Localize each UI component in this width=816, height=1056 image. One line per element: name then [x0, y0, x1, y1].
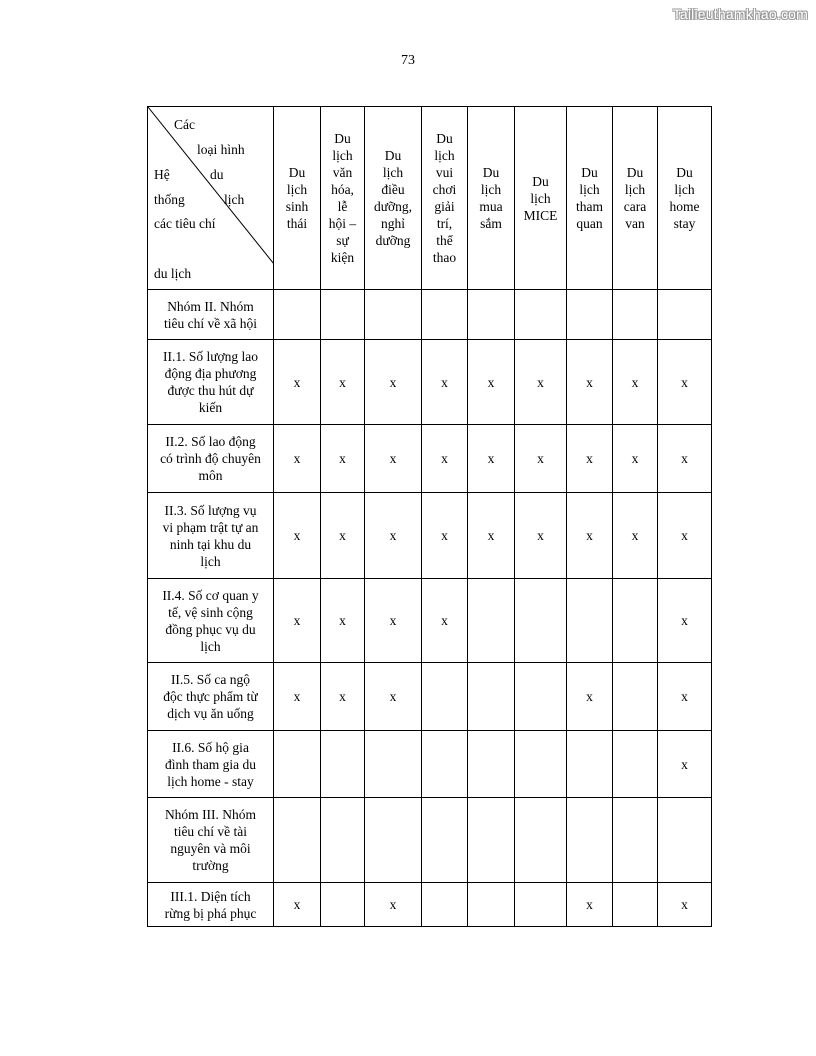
label-line: lịch — [200, 553, 221, 569]
label-line: II.2. Số lao động — [165, 434, 256, 449]
label-line: được thu hút dự — [167, 383, 254, 398]
label-line: II.5. Số ca ngộ — [170, 672, 251, 687]
applicability-mark — [515, 798, 567, 883]
column-header-line: mua — [479, 199, 503, 214]
column-header — [274, 107, 321, 290]
column-header-line: thể — [436, 233, 453, 248]
applicability-mark: x — [658, 425, 712, 493]
column-header-line: sắm — [480, 216, 502, 231]
label-line: môn — [198, 468, 223, 483]
corner-label-top: lịch — [224, 192, 245, 207]
column-header-line: sự — [336, 233, 349, 248]
applicability-mark — [274, 731, 321, 798]
corner-label-bottom: Hệ — [154, 167, 170, 182]
criterion-label — [148, 663, 274, 731]
column-header-line: dưỡng, — [373, 199, 413, 214]
label-line: lịch home - stay — [167, 773, 254, 789]
column-header-line: Du — [288, 165, 306, 180]
applicability-mark: x — [613, 340, 658, 425]
label-line: II.1. Số lượng lao — [162, 349, 259, 364]
column-header — [468, 107, 515, 290]
column-header-line: trí, — [436, 216, 453, 231]
applicability-mark — [658, 798, 712, 883]
column-header-line: hóa, — [331, 182, 354, 197]
column-header-line: lịch — [624, 182, 646, 197]
applicability-mark — [515, 290, 567, 340]
column-header-line: lịch — [674, 182, 695, 197]
column-header-line: Du — [676, 165, 693, 180]
column-header-line: Du — [581, 165, 598, 180]
applicability-mark — [468, 731, 515, 798]
applicability-mark — [567, 731, 613, 798]
column-header-line: giải — [434, 199, 455, 214]
applicability-mark: x — [274, 663, 321, 731]
column-header-line: Du — [436, 131, 453, 146]
criterion-row — [148, 883, 712, 927]
column-header — [365, 107, 422, 290]
applicability-mark: x — [658, 493, 712, 579]
label-line: dịch vụ ăn uống — [167, 706, 254, 721]
applicability-mark — [365, 290, 422, 340]
column-header-line: sinh — [285, 199, 309, 214]
applicability-mark: x — [274, 579, 321, 663]
applicability-mark: x — [567, 340, 613, 425]
applicability-mark: x — [274, 493, 321, 579]
column-header-line: kiện — [330, 250, 355, 265]
criterion-row — [148, 731, 712, 798]
applicability-mark — [515, 663, 567, 731]
applicability-mark — [468, 579, 515, 663]
applicability-mark — [321, 731, 365, 798]
applicability-mark — [321, 883, 365, 927]
applicability-mark — [613, 290, 658, 340]
applicability-mark — [422, 798, 468, 883]
applicability-mark — [613, 731, 658, 798]
label-line: lịch — [200, 638, 221, 654]
column-header-line: điều — [381, 182, 405, 197]
criterion-label — [148, 340, 274, 425]
group-row — [148, 290, 712, 340]
applicability-mark: x — [274, 883, 321, 927]
label-line: độc thực phẩm từ — [163, 689, 258, 704]
column-header-line: Du — [482, 165, 500, 180]
column-header-line: văn — [332, 165, 353, 180]
column-header-line: nghỉ — [380, 216, 405, 231]
column-header-line: van — [625, 216, 645, 231]
applicability-mark — [515, 883, 567, 927]
column-header — [422, 107, 468, 290]
applicability-mark — [515, 579, 567, 663]
criterion-label — [148, 425, 274, 493]
applicability-mark: x — [658, 883, 712, 927]
applicability-mark — [321, 290, 365, 340]
applicability-mark — [468, 663, 515, 731]
applicability-mark — [274, 290, 321, 340]
applicability-mark — [658, 290, 712, 340]
applicability-mark — [422, 731, 468, 798]
applicability-mark: x — [321, 340, 365, 425]
criterion-row — [148, 425, 712, 493]
corner-label-top: loại hình — [197, 142, 245, 157]
applicability-mark: x — [658, 731, 712, 798]
applicability-mark: x — [365, 493, 422, 579]
applicability-mark — [321, 798, 365, 883]
label-line: rừng bị phá phục — [164, 905, 257, 921]
applicability-mark: x — [515, 340, 567, 425]
watermark: Tailieuthamkhao.com — [672, 6, 808, 22]
column-header-line: lịch — [480, 182, 502, 197]
column-header-line: lịch — [434, 148, 455, 163]
criteria-table — [147, 106, 712, 927]
criterion-row — [148, 663, 712, 731]
column-header-line: hội – — [328, 216, 357, 231]
applicability-mark: x — [274, 340, 321, 425]
applicability-mark: x — [613, 425, 658, 493]
applicability-mark — [515, 731, 567, 798]
applicability-mark — [422, 663, 468, 731]
applicability-mark — [567, 579, 613, 663]
column-header-line: lễ — [337, 199, 348, 214]
corner-label-top: du — [210, 167, 224, 182]
applicability-mark — [365, 798, 422, 883]
applicability-mark — [422, 290, 468, 340]
applicability-mark: x — [658, 663, 712, 731]
column-header-line: stay — [673, 216, 696, 231]
column-header-line: home — [669, 199, 700, 214]
column-header-line: lịch — [530, 190, 551, 206]
label-line: II.3. Số lượng vụ — [164, 502, 257, 518]
applicability-mark — [613, 883, 658, 927]
label-line: Nhóm II. Nhóm — [167, 298, 254, 314]
table-body — [148, 290, 712, 927]
column-header-line: lịch — [579, 182, 600, 197]
column-header-line: MICE — [523, 207, 558, 223]
applicability-mark — [613, 579, 658, 663]
label-line: III.1. Diện tích — [170, 888, 251, 904]
applicability-mark: x — [321, 579, 365, 663]
applicability-mark: x — [515, 493, 567, 579]
applicability-mark — [567, 798, 613, 883]
applicability-mark: x — [365, 883, 422, 927]
applicability-mark — [468, 290, 515, 340]
applicability-mark: x — [422, 340, 468, 425]
diagonal-header-cell — [148, 107, 274, 290]
label-line: nguyên và môi — [170, 841, 251, 856]
applicability-mark — [613, 798, 658, 883]
criterion-row — [148, 340, 712, 425]
column-header-line: tham — [576, 199, 603, 214]
criterion-row — [148, 493, 712, 579]
applicability-mark: x — [365, 663, 422, 731]
applicability-mark: x — [468, 340, 515, 425]
criterion-label — [148, 731, 274, 798]
applicability-mark: x — [515, 425, 567, 493]
column-header-line: quan — [576, 216, 603, 231]
applicability-mark: x — [365, 579, 422, 663]
applicability-mark — [613, 663, 658, 731]
column-header-line: thái — [286, 216, 308, 231]
applicability-mark — [468, 798, 515, 883]
applicability-mark: x — [321, 493, 365, 579]
column-header — [658, 107, 712, 290]
applicability-mark: x — [658, 579, 712, 663]
applicability-mark: x — [658, 340, 712, 425]
column-header-line: vui — [435, 165, 454, 180]
label-line: II.4. Số cơ quan y — [162, 587, 259, 603]
column-header — [613, 107, 658, 290]
group-title — [148, 290, 274, 340]
label-line: trường — [192, 858, 229, 873]
corner-label-bottom: các tiêu chí — [154, 216, 216, 231]
applicability-mark: x — [613, 493, 658, 579]
applicability-mark: x — [365, 425, 422, 493]
label-line: đồng phục vụ du — [165, 621, 256, 637]
corner-label-bottom: du lịch — [154, 266, 192, 281]
applicability-mark: x — [567, 493, 613, 579]
column-header-line: chơi — [432, 182, 457, 197]
column-header-line: cara — [623, 199, 647, 214]
applicability-mark: x — [567, 663, 613, 731]
page-number: 73 — [401, 53, 415, 68]
applicability-mark: x — [468, 425, 515, 493]
label-line: kiến — [198, 400, 223, 415]
label-line: có trình độ chuyên — [160, 451, 261, 466]
applicability-mark: x — [422, 425, 468, 493]
applicability-mark: x — [321, 425, 365, 493]
column-header-line: Du — [334, 131, 351, 146]
label-line: tiêu chí về xã hội — [164, 315, 257, 331]
applicability-mark — [365, 731, 422, 798]
label-line: tiêu chí về tài — [173, 824, 248, 839]
applicability-mark: x — [567, 883, 613, 927]
column-header-line: lịch — [332, 148, 353, 163]
applicability-mark: x — [468, 493, 515, 579]
applicability-mark: x — [422, 493, 468, 579]
applicability-mark — [274, 798, 321, 883]
applicability-mark: x — [567, 425, 613, 493]
column-header-line: Du — [532, 173, 549, 189]
header-row — [148, 107, 712, 290]
criterion-label — [148, 579, 274, 663]
label-line: Nhóm III. Nhóm — [164, 807, 257, 822]
column-header — [321, 107, 365, 290]
group-title — [148, 798, 274, 883]
applicability-mark: x — [422, 579, 468, 663]
column-header-line: Du — [626, 165, 644, 180]
label-line: đình tham gia du — [164, 756, 257, 772]
applicability-mark — [422, 883, 468, 927]
criterion-row — [148, 579, 712, 663]
label-line: tế, vệ sinh cộng — [168, 604, 253, 620]
label-line: vi phạm trật tự an — [162, 519, 259, 535]
applicability-mark: x — [365, 340, 422, 425]
column-header-line: Du — [384, 148, 402, 163]
criterion-label — [148, 493, 274, 579]
applicability-mark: x — [321, 663, 365, 731]
column-header-line: dưỡng — [375, 233, 411, 248]
column-header-line: lịch — [286, 182, 308, 197]
applicability-mark — [468, 883, 515, 927]
column-header — [567, 107, 613, 290]
column-header — [515, 107, 567, 290]
column-header-line: lịch — [382, 165, 404, 180]
label-line: II.6. Số hộ gia — [172, 739, 249, 755]
label-line: ninh tại khu du — [169, 536, 252, 552]
corner-label-top: Các — [174, 117, 195, 132]
criterion-label — [148, 883, 274, 927]
corner-label-bottom: thống — [154, 192, 185, 207]
applicability-mark — [567, 290, 613, 340]
group-row — [148, 798, 712, 883]
label-line: động địa phương — [164, 366, 257, 381]
applicability-mark: x — [274, 425, 321, 493]
column-header-line: thao — [432, 250, 457, 265]
